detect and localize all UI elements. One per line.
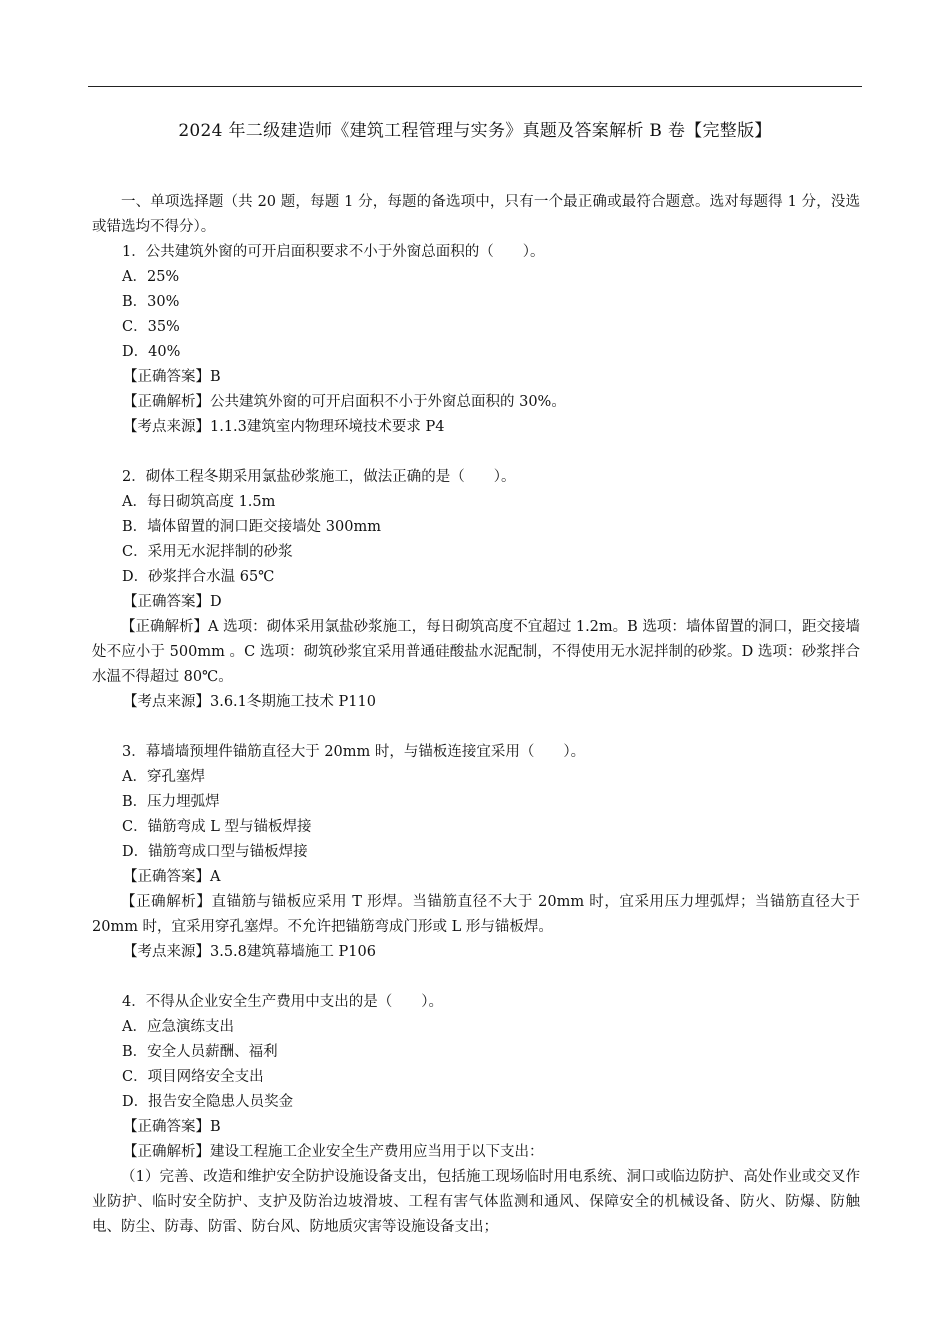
option-a: A．25% [122,269,180,285]
document-title: 2024 年二级建造师《建筑工程管理与实务》真题及答案解析 B 卷【完整版】 [178,121,772,141]
document-body [92,190,860,1240]
option-b: B．墙体留置的洞口距交接墙处 300mm [122,519,381,535]
option-c: C．35% [122,319,180,335]
option-a: A．应急演练支出 [122,1019,234,1035]
question-1 [92,240,860,440]
option-c: C．项目网络安全支出 [122,1069,264,1085]
option-c: C．采用无水泥拌制的砂浆 [122,544,293,560]
question-stem: 1．公共建筑外窗的可开启面积要求不小于外窗总面积的（ ）。 [122,244,545,260]
question-stem: 3．幕墙墙预埋件锚筋直径大于 20mm 时，与锚板连接宜采用（ ）。 [122,744,586,760]
option-a: A．穿孔塞焊 [122,769,205,785]
answer-analysis: 【正确解析】A 选项：砌体采用氯盐砂浆施工，每日砌筑高度不宜超过 1.2m。B 选项：墙体留置的洞口，距交接墙处不应小于 500mm 。C 选项：砌筑砂浆宜采用普通硅酸盐水泥配制，不得使用无水泥拌制的砂浆。D 选项：砂浆拌合水温不得超过 80℃。 [92,619,860,685]
option-d: D．锚筋弯成口型与锚板焊接 [122,844,308,860]
answer-analysis: 【正确解析】公共建筑外窗的可开启面积不小于外窗总面积的 30%。 [123,394,566,410]
option-d: D．40% [122,344,181,360]
option-d: D．报告安全隐患人员奖金 [122,1094,294,1110]
question-stem: 2．砌体工程冬期采用氯盐砂浆施工，做法正确的是（ ）。 [122,469,516,485]
question-2 [92,465,860,715]
correct-answer: 【正确答案】B [123,369,221,385]
question-stem: 4．不得从企业安全生产费用中支出的是（ ）。 [122,994,443,1010]
option-b: B．30% [122,294,180,310]
question-4 [92,990,860,1240]
question-3 [92,740,860,965]
option-b: B．安全人员薪酬、福利 [122,1044,278,1060]
answer-analysis: 【正确解析】直锚筋与锚板应采用 T 形焊。当锚筋直径不大于 20mm 时，宜采用压力埋弧焊；当锚筋直径大于 20mm 时，宜采用穿孔塞焊。不允许把锚筋弯成门形或 L 形与锚板焊。 [92,894,860,935]
knowledge-source: 【考点来源】3.6.1冬期施工技术 P110 [123,694,376,710]
analysis-item-1: （1）完善、改造和维护安全防护设施设备支出，包括施工现场临时用电系统、洞口或临边防护、高处作业或交叉作业防护、临时安全防护、支护及防治边坡滑坡、工程有害气体监测和通风、保障安全的机械设备、防火、防爆、防触电、防尘、防毒、防雷、防台风、防地质灾害等设施设备支出； [92,1169,860,1235]
answer-analysis: 【正确解析】建设工程施工企业安全生产费用应当用于以下支出： [123,1144,544,1160]
option-a: A．每日砌筑高度 1.5m [122,494,276,510]
section-intro: 一、单项选择题（共 20 题，每题 1 分，每题的备选项中，只有一个最正确或最符合题意。选对每题得 1 分，没选或错选均不得分）。 [92,194,860,235]
header-rule [88,86,862,87]
knowledge-source: 【考点来源】3.5.8建筑幕墙施工 P106 [123,944,376,960]
option-d: D．砂浆拌合水温 65℃ [122,569,275,585]
knowledge-source: 【考点来源】1.1.3建筑室内物理环境技术要求 P4 [123,419,445,435]
correct-answer: 【正确答案】A [123,869,221,885]
option-c: C．锚筋弯成 L 型与锚板焊接 [122,819,312,835]
option-b: B．压力埋弧焊 [122,794,220,810]
correct-answer: 【正确答案】B [123,1119,221,1135]
correct-answer: 【正确答案】D [123,594,222,610]
